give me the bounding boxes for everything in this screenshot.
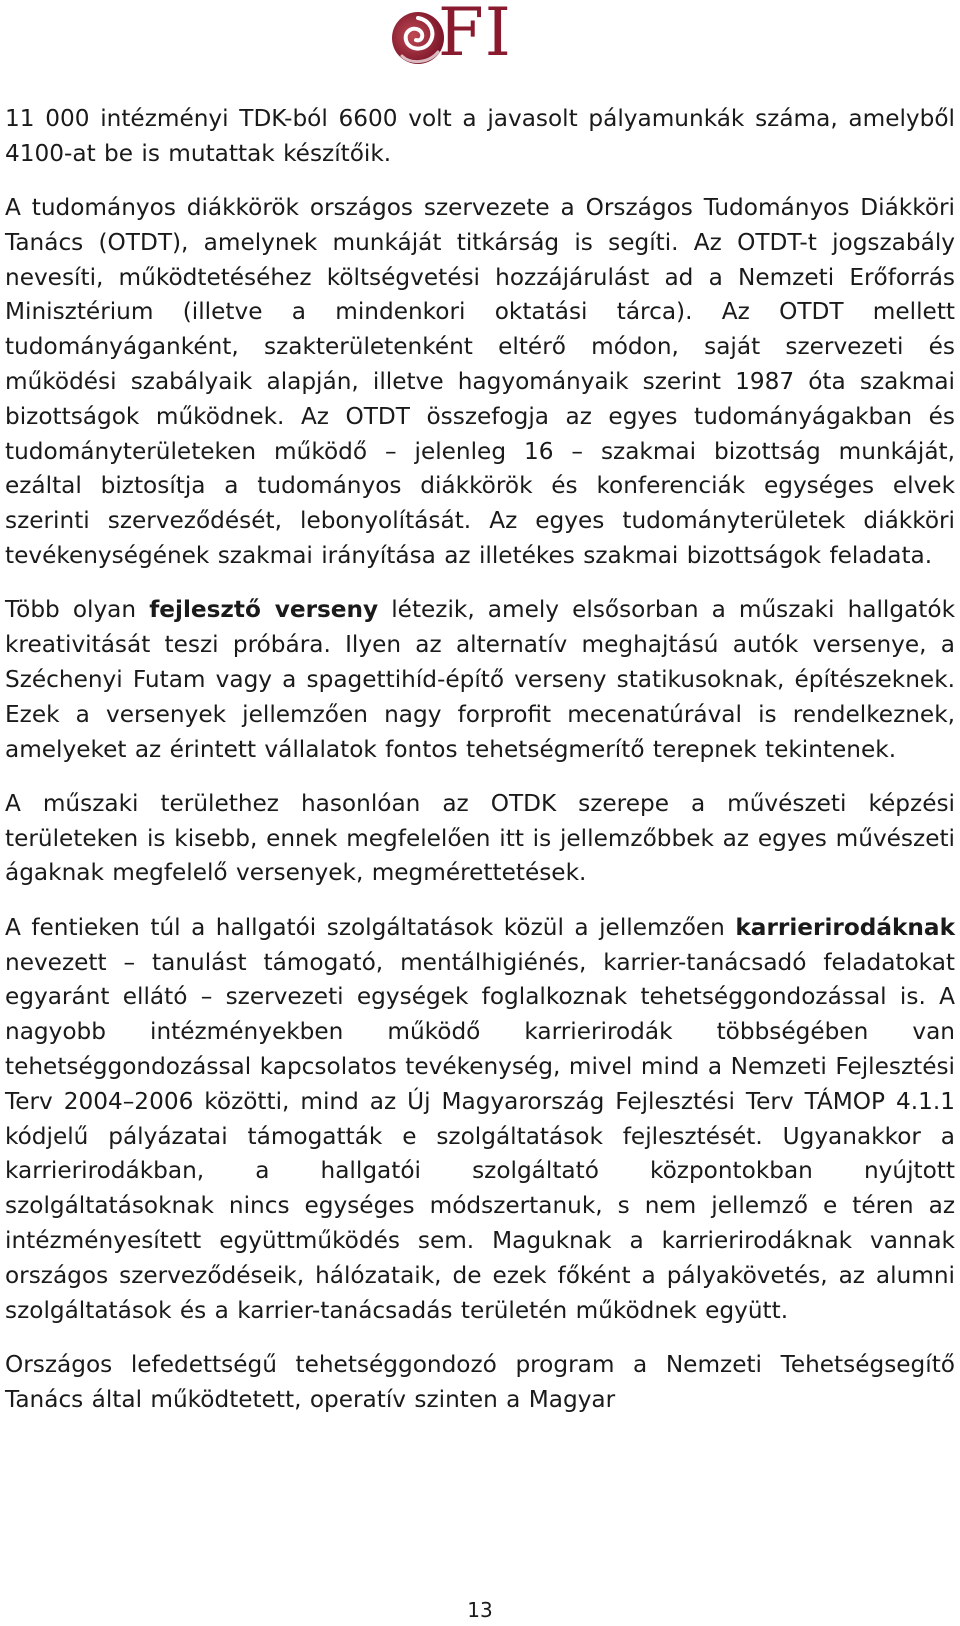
paragraph [5, 1348, 955, 1418]
paragraph [5, 593, 955, 767]
document-body [5, 102, 955, 1437]
ofi-logo [388, 0, 518, 71]
paragraph-text: A fentieken túl a hallgatói szolgáltatások közül a jellemzően [5, 913, 736, 941]
paragraph-text: A műszaki területhez hasonlóan az OTDK szerepe a művészeti képzési területeken is kisebb, ennek megfelelően itt is jellemzőbbek az egyes művészeti ágaknak megfelelő versenyek, megmérettetések. [5, 789, 955, 887]
bold-term: fejlesztő verseny [149, 596, 379, 624]
page-number: 13 [467, 1598, 493, 1622]
bold-term: karrierirodáknak [735, 913, 955, 941]
paragraph-text: nevezett – tanulást támogató, mentálhigiénés, karrier-tanácsadó feladatokat egyaránt ellátó – szervezeti egységek foglalkoznak tehetséggondozással is. A nagyobb intézményekben működő karrierirodák többségében van tehetséggondozással kapcsolatos tevékenység, mivel mind a Nemzeti Fejlesztési Terv 2004–2006 közötti, mind az Új Magyarország Fejlesztési Terv TÁMOP 4.1.1 kódjelű pályázatai támogatták e szolgáltatások fejlesztését. Ugyanakkor a karrierirodákban, a hallgatói szolgáltató központokban nyújtott szolgáltatásoknak nincs egységes módszertanuk, s nem jellemző e téren az intézményesített együttműködés sem. Maguknak a karrierirodáknak vannak országos szerveződéseik, hálózataik, de ezek főként a pályakövetés, az alumni szolgáltatások és a karrier-tanácsadás területén működnek együtt. [5, 948, 955, 1324]
paragraph-text: Több olyan [5, 596, 150, 624]
paragraph [5, 102, 955, 172]
paragraph [5, 191, 955, 574]
paragraph-text: A tudományos diákkörök országos szervezete a Országos Tudományos Diákköri Tanács (OTDT), amelynek munkáját titkárság is segíti. Az OTDT-t jogszabály nevesíti, működtetéséhez költségvetési hozzájárulást ad a Nemzeti Erőforrás Minisztérium (illetve a mindenkori oktatási tárca). Az OTDT mellett tudományáganként, szakterületenként eltérő módon, saját szervezeti és működési szabályaik alapján, illetve hagyományaik szerint 1987 óta szakmai bizottságok működnek. Az OTDT összefogja az egyes tudományágakban és tudományterületeken működő – jelenleg 16 – szakmai bizottság munkáját, ezáltal biztosítja a tudományos diákkörök és konferenciák egységes elvek szerinti szerveződését, lebonyolítását. Az egyes tudományterületek diákköri tevékenységének szakmai irányítása az illetékes szakmai bizottságok feladata. [5, 194, 955, 570]
paragraph [5, 787, 955, 891]
paragraph-text: Országos lefedettségű tehetséggondozó program a Nemzeti Tehetségsegítő Tanács által működtetett, operatív szinten a Magyar [5, 1350, 955, 1413]
paragraph-text: létezik, amely elsősorban a műszaki hallgatók kreativitását teszi próbára. Ilyen az alternatív meghajtású autók versenye, a Széchenyi Futam vagy a spagettihíd-építő verseny statikusoknak, építészeknek. Ezek a versenyek jellemzően nagy forprofit mecenatúrával is rendelkeznek, amelyeket az érintett vállalatok fontos tehetségmerítő terepnek tekintenek. [5, 596, 956, 763]
paragraph [5, 911, 955, 1329]
paragraph-text: 11 000 intézményi TDK-ból 6600 volt a javasolt pályamunkák száma, amelyből 4100-at be is mutattak készítőik. [5, 105, 955, 167]
logo-letters: FI [438, 0, 512, 71]
